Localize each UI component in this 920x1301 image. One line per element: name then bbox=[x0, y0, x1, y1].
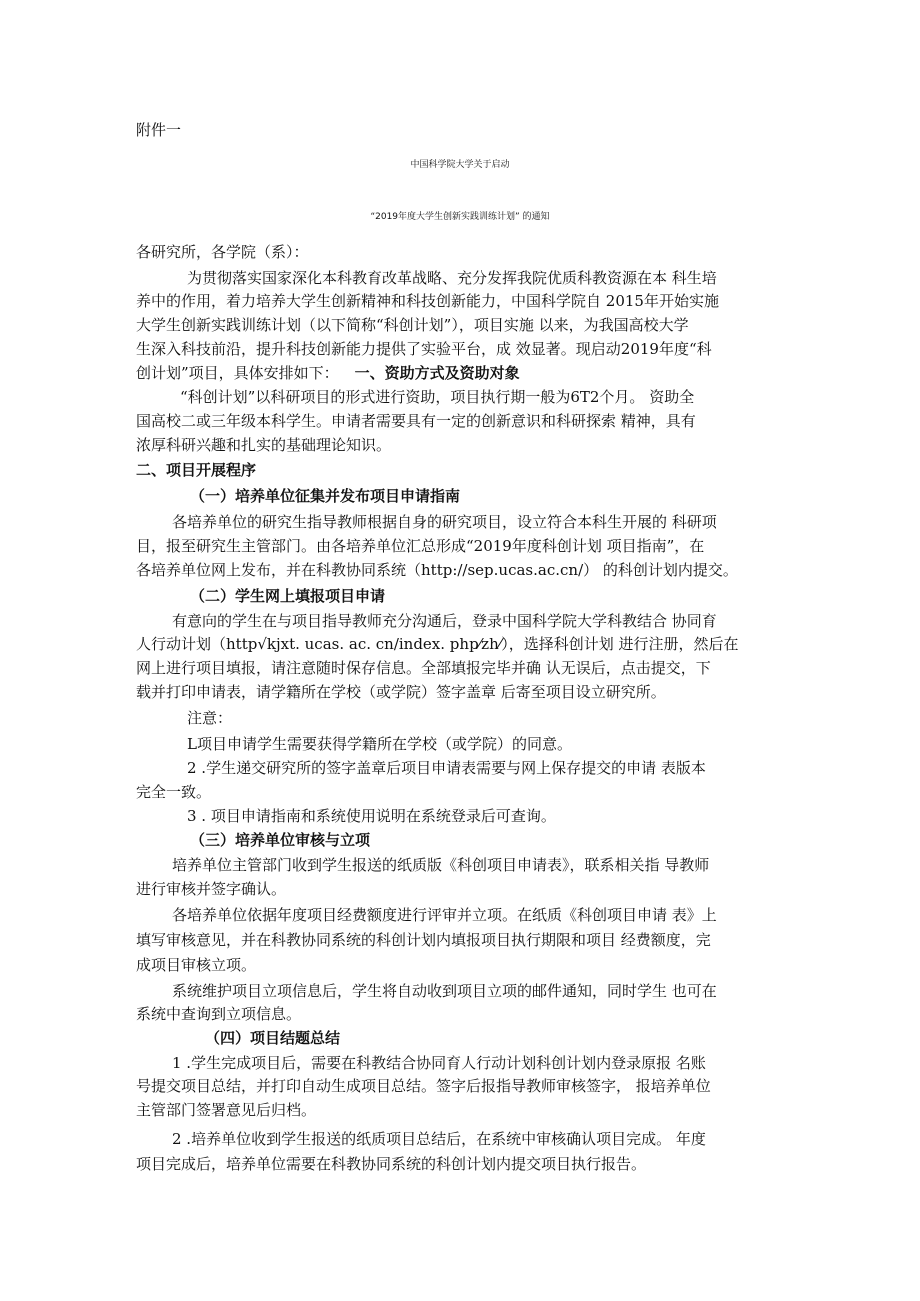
attachment-label: 附件一 bbox=[136, 121, 182, 139]
step3-p1-line-2: 进行审核并签字确认。 bbox=[136, 880, 287, 898]
step4-p2-line-1: 2 .培养单位收到学生报送的纸质项目总结后，在系统中审核确认项目完成。 年度 bbox=[172, 1130, 706, 1148]
note-item-2-line-1: 2 .学生递交研究所的签字盖章后项目申请表需要与网上保存提交的申请 表版本 bbox=[187, 759, 706, 777]
step3-p2-line-1: 各培养单位依据年度项目经费额度进行评审并立项。在纸质《科创项目申请 表》上 bbox=[172, 906, 717, 924]
step4-p1-line-1: 1 .学生完成项目后，需要在科教结合协同育人行动计划科创计划内登录原报 名账 bbox=[172, 1054, 706, 1072]
step1-heading: （一）培养单位征集并发布项目申请指南 bbox=[190, 487, 461, 505]
step1-line-2: 目，报至研究生主管部门。由各培养单位汇总形成“2019年度科创计划 项目指南”，在 bbox=[136, 537, 705, 555]
step3-p3-line-1: 系统维护项目立项信息后，学生将自动收到项目立项的邮件通知，同时学生 也可在 bbox=[172, 982, 717, 1000]
step2-line-4: 载并打印申请表，请学籍所在学校（或学院）签字盖章 后寄至项目设立研究所。 bbox=[136, 683, 666, 701]
step4-heading: （四）项目结题总结 bbox=[205, 1029, 341, 1047]
note-item-2-line-2: 完全一致。 bbox=[136, 783, 212, 801]
funding-line-1: “科创计划”以科研项目的形式进行资助，项目执行期一般为6T2个月。 资助全 bbox=[180, 388, 695, 406]
title-line-2: “2019年度大学生创新实践训练计划” 的通知 bbox=[370, 212, 550, 222]
note-label: 注意： bbox=[187, 709, 233, 727]
funding-line-3: 浓厚科研兴趣和扎实的基础理论知识。 bbox=[136, 436, 392, 454]
step4-p1-line-2: 号提交项目总结，并打印自动生成项目总结。签字后报指导教师审核签字， 报培养单位 bbox=[136, 1077, 711, 1095]
funding-line-2: 国高校二或三年级本科学生。申请者需要具有一定的创新意识和科研探索 精神，具有 bbox=[136, 412, 696, 430]
step3-heading: （三）培养单位审核与立项 bbox=[190, 831, 371, 849]
step3-p2-line-2: 填写审核意见，并在科教协同系统的科创计划内填报项目执行期限和项目 经费额度，完 bbox=[136, 931, 711, 949]
section-heading-2: 二、项目开展程序 bbox=[136, 461, 257, 479]
step1-line-3: 各培养单位网上发布，并在科教协同系统（http://sep.ucas.ac.cn/） 的科创计划内提交。 bbox=[136, 561, 738, 579]
step3-p3-line-2: 系统中查询到立项信息。 bbox=[136, 1005, 302, 1023]
intro-line-5 bbox=[136, 362, 520, 384]
step3-p2-line-3: 成项目审核立项。 bbox=[136, 956, 257, 974]
note-item-1: L项目申请学生需要获得学籍所在学校（或学院）的同意。 bbox=[187, 735, 572, 753]
salutation: 各研究所，各学院（系）： bbox=[136, 243, 309, 261]
step4-p2-line-2: 项目完成后，培养单位需要在科教协同系统的科创计划内提交项目执行报告。 bbox=[136, 1155, 647, 1173]
step2-line-1: 有意向的学生在与项目指导教师充分沟通后，登录中国科学院大学科教结合 协同育 bbox=[172, 612, 717, 630]
intro-line-3: 大学生创新实践训练计划（以下简称“科创计划”），项目实施 以来，为我国高校大学 bbox=[136, 316, 689, 334]
step3-p1-line-1: 培养单位主管部门收到学生报送的纸质版《科创项目申请表》，联系相关指 导教师 bbox=[172, 856, 710, 874]
intro-line-4: 生深入科技前沿，提升科技创新能力提供了实验平台，成 效显著。现启动2019年度“科 bbox=[136, 340, 712, 358]
step1-line-1: 各培养单位的研究生指导教师根据自身的研究项目，设立符合本科生开展的 科研项 bbox=[172, 513, 717, 531]
note-item-3: 3 . 项目申请指南和系统使用说明在系统登录后可查询。 bbox=[187, 807, 556, 825]
step2-line-2: 人行动计划（http√kjxt. ucas. ac. cn/index. php⁄zh⁄），选择科创计划 进行注册，然后在 bbox=[136, 635, 739, 653]
step2-line-3: 网上进行项目填报，请注意随时保存信息。全部填报完毕并确 认无误后，点击提交，下 bbox=[136, 659, 711, 677]
intro-line-1: 为贯彻落实国家深化本科教育改革战略、充分发挥我院优质科教资源在本 科生培 bbox=[187, 269, 717, 287]
section-heading-1: 一、资助方式及资助对象 bbox=[354, 364, 520, 382]
step2-heading: （二）学生网上填报项目申请 bbox=[190, 587, 386, 605]
title-line-1: 中国科学院大学关于启动 bbox=[410, 160, 510, 170]
intro-line-2: 养中的作用，着力培养大学生创新精神和科技创新能力，中国科学院自 2015年开始实施 bbox=[136, 292, 719, 310]
step4-p1-line-3: 主管部门签署意见后归档。 bbox=[136, 1101, 317, 1119]
intro-line-5-text: 创计划”项目，具体安排如下： bbox=[136, 364, 339, 382]
